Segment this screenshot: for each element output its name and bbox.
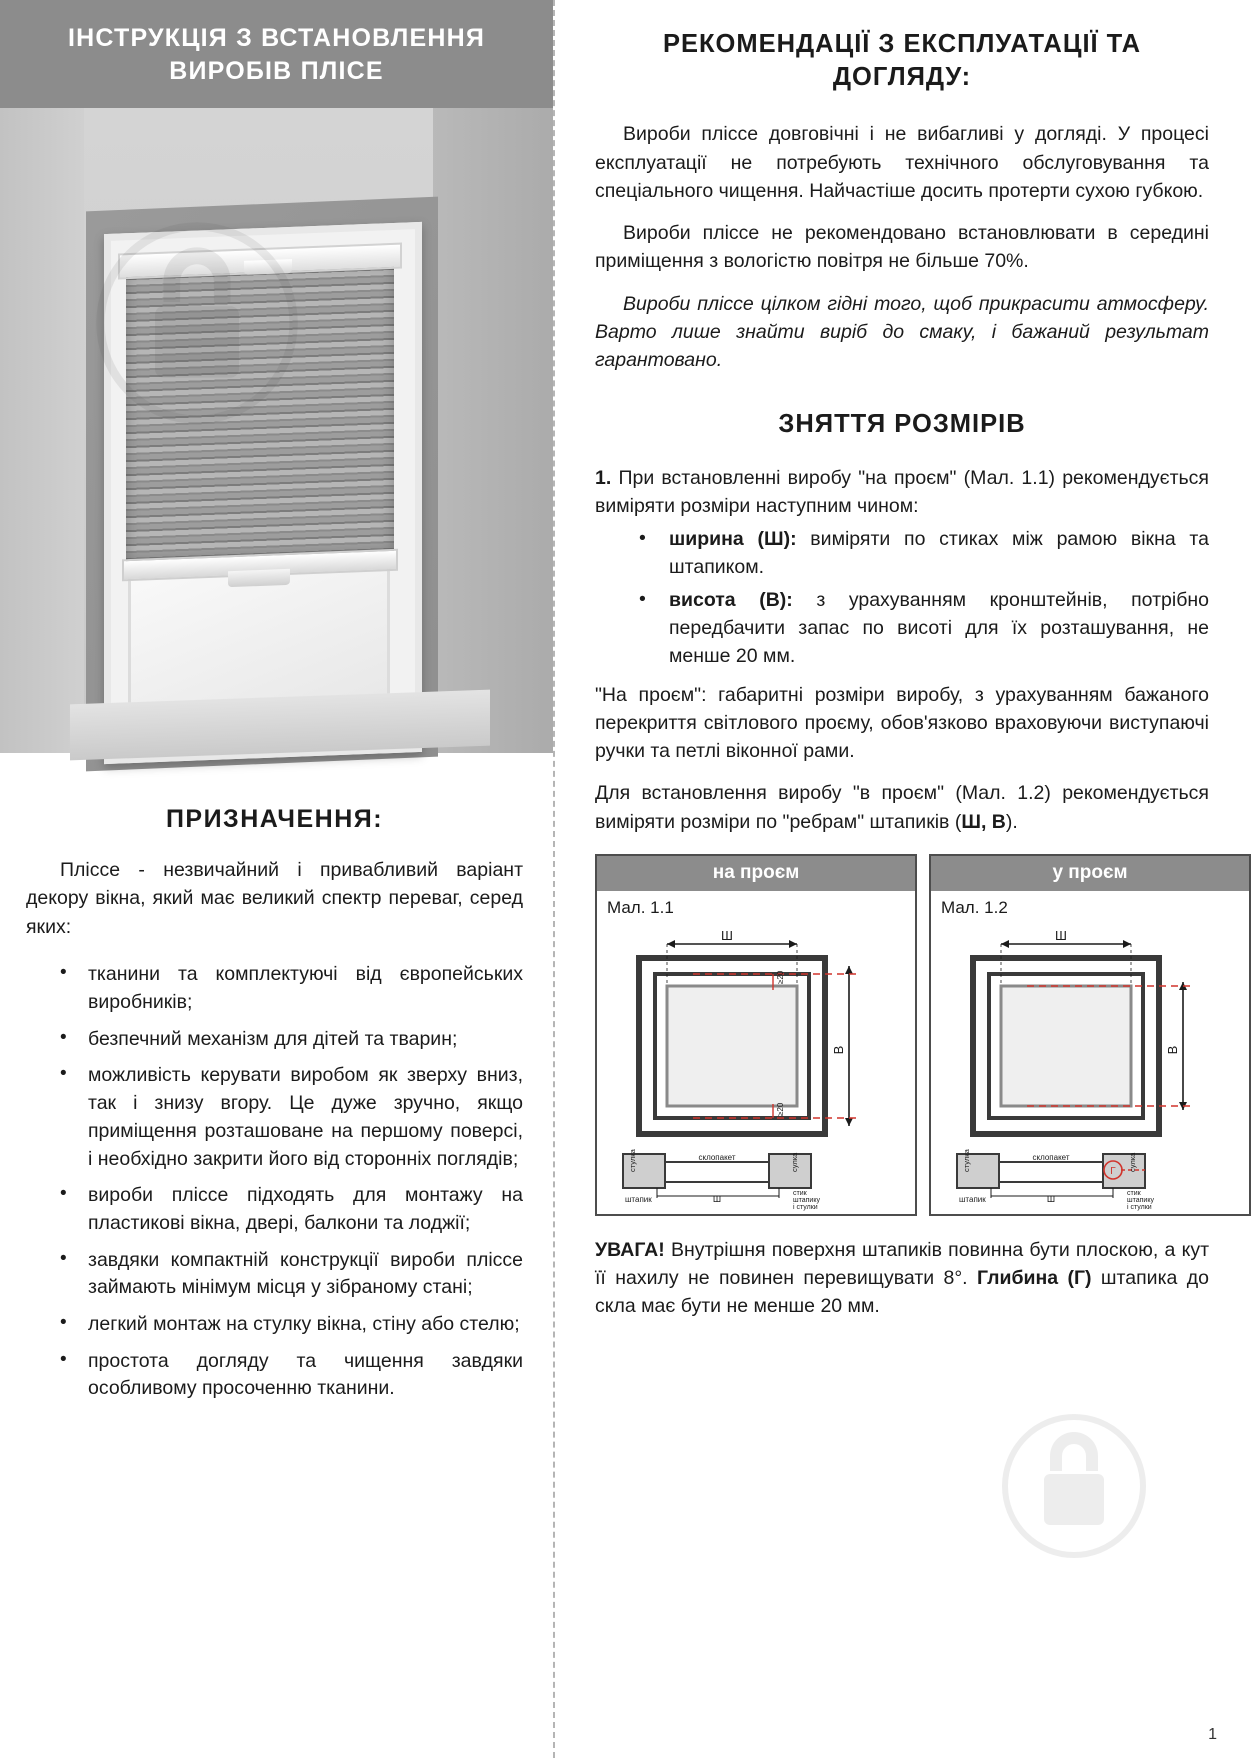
measurement-p3-c: ). [1005, 810, 1018, 833]
page-number: 1 [1208, 1726, 1217, 1743]
svg-text:Ш: Ш [1055, 927, 1067, 943]
svg-text:сулка: сулка [1128, 1152, 1137, 1172]
svg-text:склопакет: склопакет [698, 1152, 736, 1162]
bullet-lead: висота (В): [669, 589, 793, 612]
svg-text:В: В [831, 1045, 846, 1055]
photo-top-handle [244, 259, 292, 275]
warning-text-c: штапика до скла має бути не менше 20 мм. [595, 1267, 1209, 1318]
svg-text:стулка: стулка [628, 1148, 637, 1172]
diagram-u-proem [929, 854, 1251, 1216]
diagram-2-figure-label: Мал. 1.2 [941, 897, 1008, 917]
list-item: • завдяки компактній конструкції вироби пліссе займають мінімум місця у зібраному стані; [26, 1247, 523, 1302]
svg-text:Ш: Ш [712, 1193, 722, 1204]
purpose-lead: Пліссе - незвичайний і привабливий варіант декору вікна, який має великий спектр переваг, серед яких: [26, 859, 523, 938]
measurement-intro [595, 464, 1209, 521]
care-title: РЕКОМЕНДАЦІЇ З ЕКСПЛУАТАЦІЇ ТА ДОГЛЯДУ: [662, 30, 1142, 92]
measurement-paragraph-3 [595, 779, 1209, 836]
diagram-2-header: у проєм [931, 856, 1249, 891]
list-item [595, 587, 1209, 670]
svg-text:стик: стик [793, 1189, 807, 1197]
measurement-intro-text: При встановленні виробу "на проєм" (Мал. 1.1) рекомендується виміряти розміри наступним чином: [595, 466, 1209, 517]
measurement-p3-b: Ш, В [961, 810, 1006, 833]
document-title: ІНСТРУКЦІЯ З ВСТАНОВЛЕННЯ ВИРОБІВ ПЛІСЕ [67, 24, 486, 85]
care-paragraph-1: Вироби пліссе довговічні і не вибагливі у догляді. У процесі експлуатації не потребують технічного обслуговування та спеціального чищення. Найчастіше досить протерти сухою губкою. [595, 123, 1209, 202]
care-paragraph-2: Вироби пліссе не рекомендовано встановлювати в середині приміщення з вологістю повітря не більше 70%. [595, 222, 1209, 273]
svg-text:сулка: сулка [790, 1152, 799, 1172]
bullet-text: з урахуванням кронштейнів, потрібно передбачити запас по висоті для їх розташування, не менше 20 мм. [669, 589, 1209, 667]
svg-text:штапику: штапику [1127, 1196, 1154, 1204]
purpose-bullet-list [26, 961, 523, 1403]
measurement-p3-a: Для встановлення виробу "в проєм" (Мал. 1.2) рекомендується виміряти розміри по "ребрам" штапиків ( [595, 782, 1209, 833]
diagram-2-canvas [931, 918, 1249, 1214]
right-column [553, 0, 1245, 1758]
document-title-banner [0, 0, 553, 108]
photo-bottom-handle [228, 569, 290, 587]
bullet-lead: ширина (Ш): [669, 528, 797, 551]
diagram-1-header: на проєм [597, 856, 915, 891]
photo-plisse-blind [126, 263, 394, 563]
measurement-title: ЗНЯТТЯ РОЗМІРІВ [778, 410, 1026, 439]
purpose-section [0, 753, 553, 1403]
photo-wall-right [433, 108, 553, 753]
list-item: • безпечний механізм для дітей та тварин; [26, 1026, 523, 1054]
svg-text:склопакет: склопакет [1032, 1152, 1070, 1162]
diagram-1-canvas [597, 918, 915, 1214]
list-item: • вироби пліссе підходять для монтажу на пластикові вікна, двері, балкони та лоджії; [26, 1182, 523, 1237]
svg-text:і стулки: і стулки [793, 1203, 818, 1211]
svg-text:≥20: ≥20 [776, 970, 785, 984]
svg-text:штапик: штапик [959, 1194, 986, 1204]
svg-text:штапику: штапику [793, 1196, 820, 1204]
list-item: • тканини та комплектуючі від європейських виробників; [26, 961, 523, 1016]
svg-text:Ш: Ш [721, 927, 733, 943]
diagram-na-proem [595, 854, 917, 1216]
purpose-title: ПРИЗНАЧЕННЯ: [165, 805, 384, 833]
bullet-text: виміряти по стиках між рамою вікна та штапиком. [669, 528, 1209, 578]
svg-text:стулка: стулка [962, 1148, 971, 1172]
left-column [0, 0, 553, 1758]
measurement-number: 1. [595, 466, 612, 489]
care-paragraph-3: Вироби пліссе цілком гідні того, щоб прикрасити атмосферу. Варто лише знайти виріб до смаку, і бажаний результат гарантовано. [595, 292, 1209, 372]
svg-text:штапик: штапик [625, 1194, 652, 1204]
watermark-icon-right [999, 1411, 1149, 1566]
svg-text:В: В [1165, 1045, 1180, 1055]
measurement-bullet-list [595, 526, 1209, 670]
warning-label: УВАГА! [595, 1238, 665, 1261]
warning-text-a: Внутрішня поверхня штапиків повинна бути плоскою, а кут її нахилу не повинен перевищувати 8°. [595, 1238, 1209, 1290]
diagram-1-figure-label: Мал. 1.1 [607, 897, 674, 917]
product-photo [0, 108, 553, 753]
list-item: • простота догляду та чищення завдяки особливому просоченню тканини. [26, 1348, 523, 1403]
warning-depth-term: Глибина (Г) [976, 1267, 1092, 1290]
svg-text:стик: стик [1127, 1189, 1141, 1197]
depth-marker-g: Г [1110, 1165, 1116, 1177]
diagram-row [595, 854, 1209, 1216]
list-item [595, 526, 1209, 581]
svg-text:і стулки: і стулки [1127, 1203, 1152, 1211]
svg-text:Ш: Ш [1046, 1193, 1056, 1204]
list-item: • легкий монтаж на стулку вікна, стіну або стелю; [26, 1311, 523, 1339]
list-item: • можливість керувати виробом як зверху вниз, так і знизу вгору. Це дуже зручно, якщо приміщення розташоване на першому поверсі, і необхідно закрити його від сторонніх поглядів; [26, 1062, 523, 1173]
photo-wall-left [0, 108, 84, 753]
measurement-paragraph-2: "На проєм": габаритні розміри виробу, з урахуванням бажаного перекриття світлового проєму, обов'язково враховуючи виступаючі ручки та петлі віконної рами. [595, 683, 1209, 763]
warning-note [595, 1236, 1209, 1321]
svg-text:≥20: ≥20 [776, 1102, 785, 1116]
